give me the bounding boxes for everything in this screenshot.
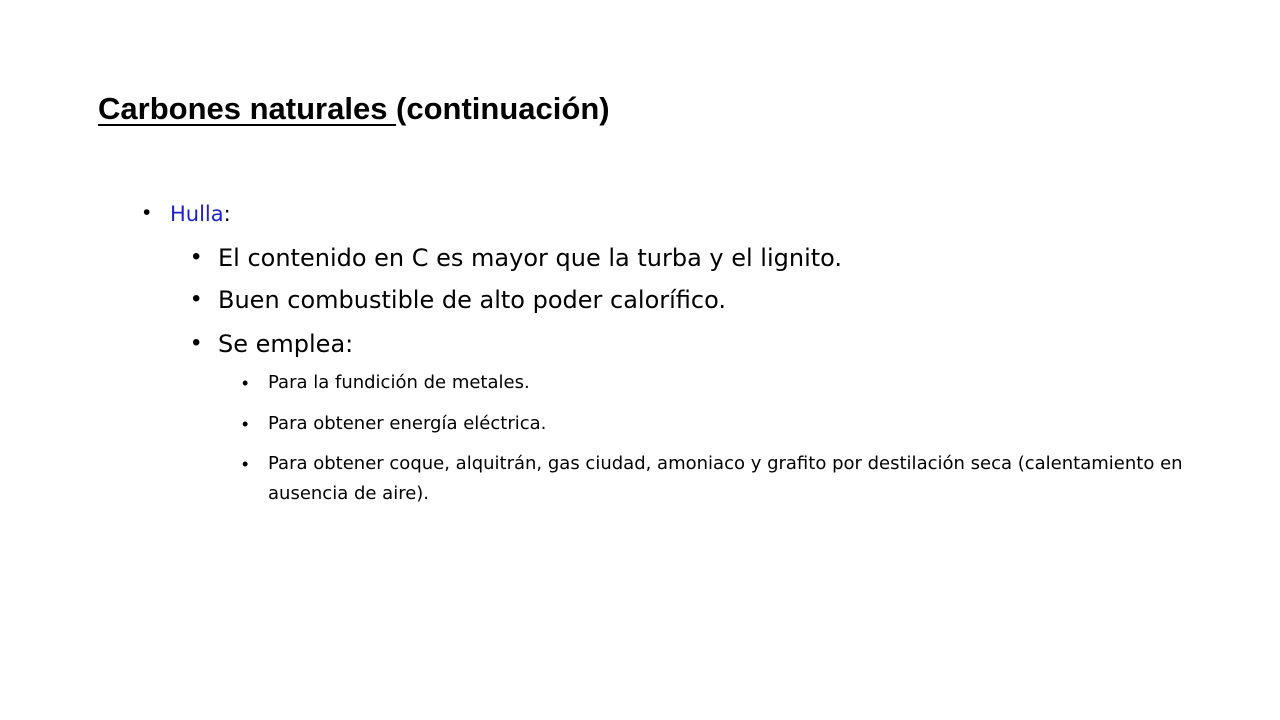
hulla-colon: : — [223, 202, 231, 226]
bullet-combustible: Buen combustible de alto poder calorífico. — [218, 286, 726, 314]
bullet-marker: • — [192, 329, 201, 356]
bullet-marker: • — [242, 373, 249, 393]
hulla-label: Hulla — [170, 202, 224, 226]
bullet-energia: Para obtener energía eléctrica. — [268, 413, 547, 434]
bullet-coque: Para obtener coque, alquitrán, gas ciudad, amoniaco y grafito por destilación seca (calentamiento en ausencia de aire). — [268, 453, 1183, 504]
bullet-marker: • — [242, 454, 249, 474]
bullet-se-emplea: Se emplea: — [218, 330, 354, 358]
bullet-marker: • — [242, 414, 249, 434]
bullet-marker: • — [192, 243, 201, 270]
bullet-marker: • — [192, 285, 201, 312]
bullet-contenido: El contenido en C es mayor que la turba y el lignito. — [218, 244, 843, 272]
bullet-hulla — [170, 199, 231, 229]
bullet-marker: • — [143, 201, 151, 224]
slide-title-underlined: Carbones naturales — [98, 91, 397, 126]
bullet-fundicion: Para la fundición de metales. — [268, 372, 530, 393]
slide-title-rest: (continuación) — [396, 91, 610, 126]
